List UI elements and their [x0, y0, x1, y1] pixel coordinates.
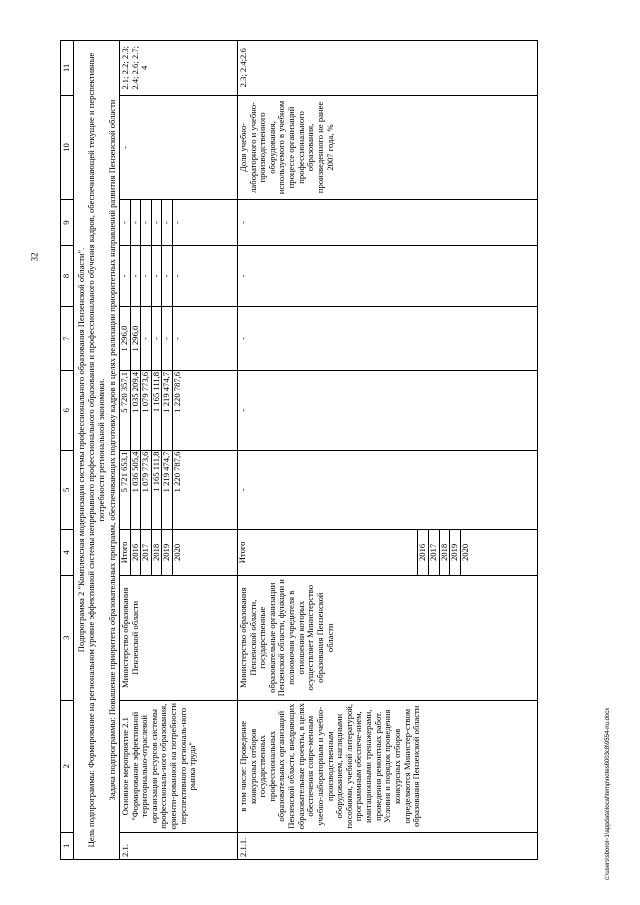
- value-cell: -: [162, 307, 173, 370]
- col-header: 1: [61, 832, 74, 859]
- year-cell: 2020: [459, 543, 470, 561]
- col-header: 4: [61, 530, 74, 576]
- table-row: [119, 41, 237, 860]
- total-funding-list: [120, 451, 183, 530]
- year-cell: 2020: [172, 543, 182, 561]
- col-header: 3: [61, 575, 74, 700]
- value-cell: 1 296,0: [130, 307, 141, 370]
- value-cell: 1 219 474,7: [162, 371, 173, 450]
- row-number: 2.1.: [119, 832, 237, 859]
- col-header: 7: [61, 307, 74, 371]
- years-list: [238, 530, 471, 575]
- indicator-link: 2.1; 2.2; 2.3; 2.4; 2.6; 2.7; 4: [119, 41, 237, 96]
- header-row: [61, 41, 74, 860]
- value-cell: -: [141, 307, 152, 370]
- regional-funding-list: [120, 371, 183, 450]
- year-cell: Итого: [238, 530, 418, 575]
- value-cell: 1 219 474,7: [162, 451, 173, 530]
- value-cell: -: [120, 200, 130, 245]
- executor: Министерство образования Пензенской области: [119, 575, 237, 700]
- year-cell: Итого: [120, 530, 130, 575]
- local-funding-list: [120, 246, 183, 306]
- value-cell: 5 720 357,1: [120, 371, 130, 450]
- value-cell: 1 165 111,8: [151, 451, 162, 530]
- value-cell: -: [120, 246, 130, 306]
- value-cell: -: [141, 246, 152, 306]
- year-cell: 2016: [130, 530, 141, 575]
- value-cell: -: [151, 246, 162, 306]
- value-cell: -: [237, 200, 537, 246]
- year-cell: 2018: [439, 530, 450, 575]
- year-cell: 2018: [151, 530, 162, 575]
- value-cell: 1 220 787,6: [172, 451, 182, 493]
- value-cell: -: [141, 200, 152, 245]
- value-cell: -: [237, 370, 537, 450]
- value-cell: -: [162, 200, 173, 245]
- subprogram-band: [73, 41, 119, 860]
- col-header: 6: [61, 370, 74, 450]
- indicator: Доля учебно-лабораторного и учебно-производственного оборудования, используемого в учебном процессе организаций профессионального образования, произведенного не ранее 2007 года, %: [237, 95, 537, 200]
- federal-funding-list: [120, 307, 183, 370]
- program-table: [60, 40, 538, 860]
- value-cell: -: [151, 200, 162, 245]
- subprogram-task: Задача подпрограммы: Повышение приоритета образовательных программ, обеспечивающих подготовку кадров в целях реализации приоритетных направлений развития Пензенской области: [106, 99, 117, 801]
- measure-name: Основное мероприятие 2.1 "Формирование эффективной территориально-отраслевой организации ресурсов системы профессиональ-ного образования, ориенти-рованной на потребности перспективного региональ-ного рынка труда": [119, 700, 237, 832]
- value-cell: -: [172, 337, 182, 340]
- measure-name: в том числе: Проведение конкурсных отборов государственных профессиональных образовательных организаций Пензенской области, внедряющих образовательные проекты, в целях обеспечения совре-менным учебно-лабораторным и учебно-производственным оборудованием, наглядными пособиями, учебной литературой, программным обеспече-нием, имитационными тренажерами, проведения ремонтных работ. Условия и порядок проведения конкурсных отборов определяются Министер-ством образования Пензенской области: [237, 700, 537, 832]
- col-header: 9: [61, 200, 74, 246]
- indicator: -: [119, 95, 237, 200]
- page-number: 32: [29, 252, 40, 262]
- value-cell: 1 035 209,4: [130, 371, 141, 450]
- col-header: 8: [61, 245, 74, 306]
- indicator-link: 2.3; 2.4;2.6: [237, 41, 537, 96]
- subprogram-goal: Цель подпрограммы: Формирование на региональном уровне эффективной системы непрерывного профессионального образования и профессионального обучения кадров, обеспечивающей текущие и перспективные потребности региональной экономики.: [85, 52, 107, 848]
- value-cell: 1 220 787,6: [172, 371, 182, 413]
- value-cell: 1 165 111,8: [151, 371, 162, 450]
- col-header: 11: [61, 41, 74, 96]
- other-funding-list: [120, 200, 183, 245]
- year-cell: 2019: [450, 530, 461, 575]
- table-row: [237, 41, 537, 860]
- year-cell: 2017: [141, 530, 152, 575]
- value-cell: 1 079 773,6: [141, 451, 152, 530]
- year-cell: 2016: [418, 530, 429, 575]
- value-cell: 5 721 653,1: [120, 451, 130, 530]
- value-cell: 1 079 773,6: [141, 371, 152, 450]
- subprogram-title: Подпрограмма 2 "Комплексная модернизация системы профессионального образования Пензенской области".: [75, 247, 86, 653]
- value-cell: -: [151, 307, 162, 370]
- value-cell: 1 296,0: [120, 307, 130, 370]
- value-cell: -: [237, 307, 537, 371]
- value-cell: 1 036 505,4: [130, 451, 141, 530]
- col-header: 10: [61, 95, 74, 200]
- footer-path: c:\users\sborol~1\appdata\local\temp\notes6003c8\9554-nu.docx: [605, 707, 611, 880]
- executor: Министерство образования Пензенской области, государственные образовательные организации Пензенской области, функции и полномочия учредителя в отношении которых осуществляет Министерство образования Пензенской области: [237, 575, 537, 700]
- year-cell: 2017: [429, 530, 440, 575]
- col-header: 5: [61, 450, 74, 530]
- value-cell: -: [130, 200, 141, 245]
- value-cell: -: [172, 221, 182, 224]
- value-cell: -: [172, 274, 182, 278]
- year-cell: 2019: [162, 530, 173, 575]
- value-cell: -: [162, 246, 173, 306]
- value-cell: -: [130, 246, 141, 306]
- value-cell: -: [237, 245, 537, 306]
- rotated-table-page: [60, 40, 580, 860]
- col-header: 2: [61, 700, 74, 832]
- years-list: [120, 530, 183, 575]
- row-number: 2.1.1.: [237, 832, 537, 859]
- value-cell: -: [237, 450, 537, 530]
